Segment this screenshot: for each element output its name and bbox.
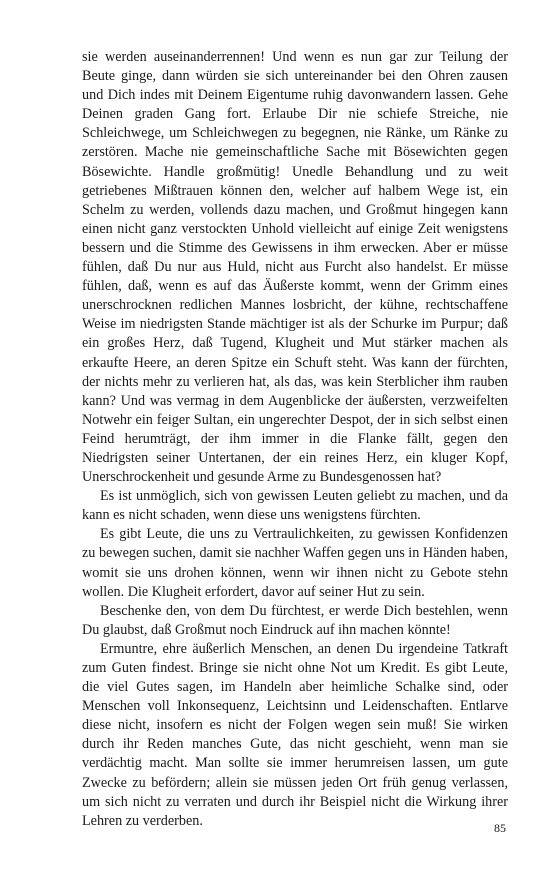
paragraph-continued: sie werden auseinanderrennen! Und wenn es nun gar zur Teilung der Beute ginge, dann würden sie sich untereinander bei den Ohren zausen und Dich indes mit Deinem Eigentume ruhig davonwandern lassen. Gehe Deinen graden Gang fort. Erlaube Dir nie schiefe Streiche, nie Schleichwege, um Schleichwegen zu begegnen, nie Ränke, um Ränke zu zerstören. Mache nie gemeinschaftliche Sache mit Bösewichten gegen Bösewichte. Handle großmütig! Unedle Behandlung und zu weit getriebenes Mißtrauen können den, welcher auf halbem Wege ist, ein Schelm zu werden, vollends dazu machen, und Großmut hingegen kann einen nicht ganz verstockten Unhold vielleicht auf einige Zeit wenigstens bessern und die Stimme des Gewissens in ihm erwecken. Aber er müsse fühlen, daß Du nur aus Huld, nicht aus Furcht also handelst. Er müsse fühlen, daß, wenn es auf das Äußerste kommt, wenn der Grimm eines unerschrocknen redlichen Mannes losbricht, der kühne, rechtschaffene Weise im niedrigsten Stande mächtiger ist als der Schurke im Purpur; daß ein großes Herz, daß Tugend, Klugheit und Mut stärker machen als erkaufte Heere, an deren Spitze ein Schuft steht. Was kann der fürchten, der nichts mehr zu verlieren hat, als das, was kein Sterblicher ihm rauben kann? Und was vermag in dem Augenblicke der äußersten, verzweifelten Notwehr ein feiger Sultan, ein ungerechter Despot, der in sich selbst einen Feind herumträgt, der ihm immer in die Flanke fällt, gegen den Niedrigsten seiner Untertanen, der ein reines Herz, ein kluger Kopf, Unerschrockenheit und gesunde Arme zu Bundesgenossen hat? [82, 49, 508, 486]
page-number: 85 [494, 821, 506, 835]
body-text [82, 48, 508, 831]
paragraph: Beschenke den, von dem Du fürchtest, er werde Dich bestehlen, wenn Du glaubst, daß Großmut noch Eindruck auf ihn machen könnte! [82, 602, 508, 638]
paragraph: Es ist unmöglich, sich von gewissen Leuten geliebt zu machen, und da kann es nicht schaden, wenn diese uns wenigstens fürchten. [82, 488, 508, 524]
paragraph: Ermuntre, ehre äußerlich Menschen, an denen Du irgendeine Tatkraft zum Guten findest. Bringe sie nicht ohne Not um Kredit. Es gibt Leute, die viel Gutes sagen, im Handeln aber heimliche Schalke sind, oder Menschen voll Inkonsequenz, Leichtsinn und Leidenschaften. Entlarve diese nicht, insofern es nicht der Folgen wegen sein muß! Sie wirken durch ihr Reden manches Gute, das nicht geschieht, wenn man sie verdächtig macht. Man sollte sie immer herumreisen lassen, um gute Zwecke zu befördern; allein sie müssen jeden Ort früh genug verlassen, um sich nicht zu verraten und durch ihr Beispiel nicht die Wirkung ihrer Lehren zu verderben. [82, 640, 508, 829]
paragraph: Es gibt Leute, die uns zu Vertraulichkeiten, zu gewissen Konfidenzen zu bewegen suchen, damit sie nachher Waffen gegen uns in Händen haben, womit sie uns drohen können, wenn wir ihnen nicht zu Gebote stehn wollen. Die Klugheit erfordert, davor auf seiner Hut zu sein. [82, 526, 508, 600]
